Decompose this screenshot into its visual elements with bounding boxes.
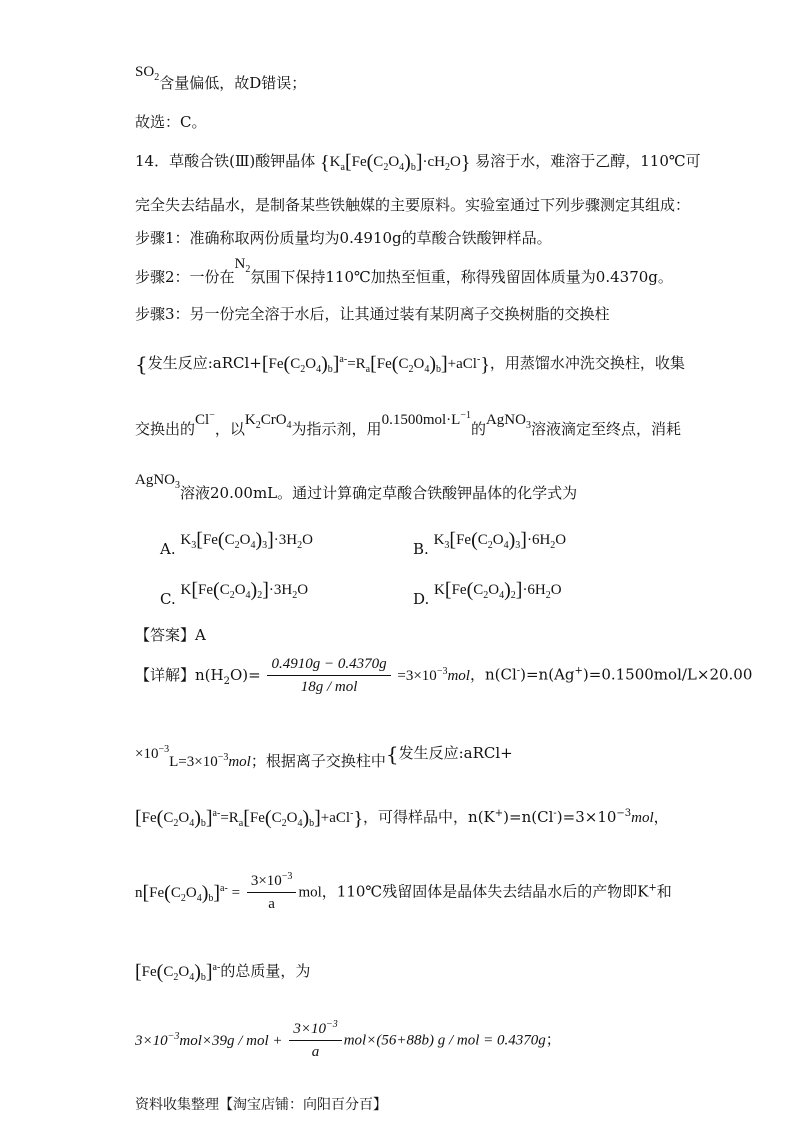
option-d[interactable]: D. $K[Fe(C_2O_4)_2]\cdot 6H_2O$: [413, 579, 562, 608]
q14-intro-tail: 易溶于水，难溶于乙醇，110℃可: [475, 152, 701, 170]
so2-formula: $SO_2$: [135, 64, 160, 83]
answer-label: 【答案】A: [135, 626, 206, 644]
footer-source: 资料收集整理【淘宝店铺：向阳百分百】: [135, 1097, 387, 1113]
k2cro4-formula: $K_2CrO_4$: [244, 412, 292, 431]
question-number: 14．: [135, 152, 170, 170]
option-a[interactable]: A. $K_3[Fe(C_2O_4)_3]\cdot 3H_2O$: [160, 529, 313, 558]
n2-formula: $N_2$: [234, 256, 251, 275]
detail-line6: $3\times 10^{-3}mol\times 39g$ / mol + $\frac{3\times 10^{-3}}{a}$ mol×(56+88b) g / mol = 0.4370g；: [135, 1019, 561, 1060]
volume-text: 溶液20.00mL。通过计算确定草酸合铁酸钾晶体的化学式为: [180, 484, 578, 502]
detail-line4: $n[Fe(C_2O_4)_b]^{a-}$ = $\frac{3\times 10^{-3}}{a}$ mol，110℃残留固体是晶体失去结晶水后的产物即K+和: [135, 871, 672, 912]
agno3-formula: AgNO$_3$: [485, 412, 531, 431]
prev-answer: 故选：C。: [135, 113, 207, 131]
detail-label: 【详解】$n(H_2O)=$: [135, 665, 261, 687]
detail-line3: $[Fe(C_2O_4)_b]^{a-}=R_a[Fe(C_2O_4)_b]+aCl^-$}，可得样品中，$n(K^+)=n(Cl^-)=3\times 10^{-3}mol$，: [135, 807, 669, 830]
reaction-line: {发生反应$:aRCl+[Fe(C_2O_4)_b]^{a-}=R_a[Fe(C_2O_4)_b]+aCl^-$}，用蒸馏水冲洗交换柱，收集: [135, 352, 685, 376]
q14-line1: [135, 150, 701, 175]
detail-line5: $[Fe(C_2O_4)_b]^{a-}$的总质量，为: [135, 961, 311, 983]
reaction-after: ，用蒸馏水冲洗交换柱，收集: [489, 354, 685, 372]
detail-line1: 【详解】$n(H_2O)=$ $\frac{0.4910g - 0.4370g}{\text{18g / mol}}$ $=3\times 10^{-3}mol$，n(Cl-)=n(Ag+)=0.1500mol/L×20.00: [135, 656, 753, 695]
prev-tail-line: [135, 62, 307, 92]
mass-balance-fraction: $\frac{3\times 10^{-3}}{a}$: [289, 1020, 341, 1061]
agno3-formula-2: AgNO$_3$: [135, 472, 180, 491]
q14-intro: 草酸合铁(Ⅲ)酸钾晶体: [169, 152, 316, 170]
reaction-lead: 发生反应:aRCl+: [147, 354, 262, 372]
exchange-line: 交换出的Cl−，以$K_2CrO_4$为指示剂，用$0.1500mol\cdot L^{-1}$的AgNO$_3$溶液滴定至终点，消耗: [135, 410, 681, 438]
q14-formula: $\{K_a[Fe(C_2O_4)_b]\cdot cH_2O\}$: [320, 151, 471, 174]
reaction-formula: $[Fe(C_2O_4)_b]^{a-}=R_a[Fe(C_2O_4)_b]+aCl^-$}: [261, 353, 490, 376]
step1: 步骤1：准确称取两份质量均为0.4910g的草酸合铁酸钾样品。: [135, 229, 552, 247]
volume-line: [135, 470, 578, 502]
mass-fraction: $\frac{0.4910g - 0.4370g}{\text{18g / mol}}$: [267, 655, 390, 696]
conc-value: $0.1500mol\cdot L^{-1}$: [381, 410, 471, 428]
option-b[interactable]: B. $K_3[Fe(C_2O_4)_3]\cdot 6H_2O$: [413, 529, 567, 558]
q14-line2: 完全失去结晶水，是制备某些铁触媒的主要原料。实验室通过下列步骤测定其组成：: [135, 196, 691, 214]
anion-fraction: $\frac{3\times 10^{-3}}{a}$: [247, 872, 297, 913]
step2: 步骤2：一份在$N_2$氛围下保持110℃加热至恒重，称得残留固体质量为0.4370g。: [135, 256, 673, 286]
detail-line2: $\times 10^{-3}L=3\times 10^{-3}mol$；根据离子交换柱中{发生反应:aRCl+: [135, 742, 513, 770]
step3: 步骤3：另一份完全溶于水后，让其通过装有某阴离子交换树脂的交换柱: [135, 305, 610, 323]
cl-formula: Cl−: [195, 410, 215, 428]
option-c[interactable]: C. $K[Fe(C_2O_4)_2]\cdot 3H_2O$: [160, 579, 309, 608]
prev-tail-text: 含量偏低，故D错误；: [159, 74, 307, 92]
